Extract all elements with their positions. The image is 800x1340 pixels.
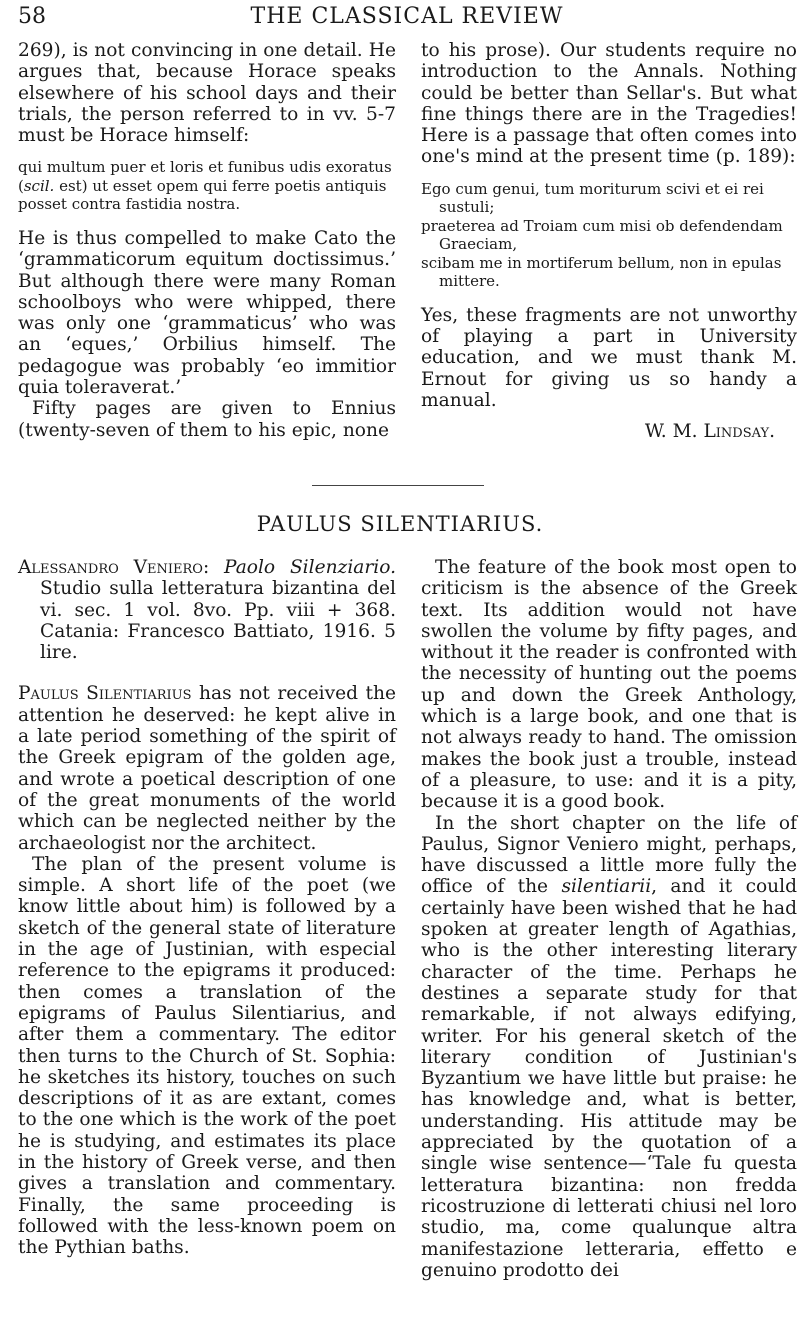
author-name: Alessandro Veniero: bbox=[18, 557, 210, 578]
signature: W. M. Lindsay. bbox=[644, 421, 775, 443]
top-left-column bbox=[18, 40, 396, 441]
top-right-column bbox=[421, 40, 797, 442]
paragraph bbox=[421, 813, 797, 1282]
paragraph bbox=[18, 683, 396, 853]
bottom-left-column bbox=[18, 557, 396, 1259]
quote-line: Ego cum genui, tum moriturum scivi et ei rei sustuli; bbox=[421, 179, 764, 217]
paragraph: The plan of the present volume is simple. A short life of the poet (we know little about him) is followed by a sketch of the general state of literature in the age of Justinian, with especial reference to the epigrams it produced: then comes a translation of the epigrams of Paulus Silentiarius, and after them a commentary. The editor then turns to the Church of St. Sophia: he sketches its history, touches on such descriptions of it as are extant, comes to the one which is the work of the poet he is studying, and estimates its place in the history of Greek verse, and then gives a translation and commentary. Finally, the same proceeding is followed with the less-known poem on the Pythian baths. bbox=[18, 853, 396, 1259]
work-title: Paolo Silenziario. bbox=[224, 557, 396, 578]
running-header bbox=[18, 4, 796, 34]
tragedy-quote bbox=[421, 180, 797, 291]
paragraph-text: In the short chapter on the life of Paulus, Signor Veniero might, perhaps, have discussed a little more fully the office of the bbox=[421, 812, 797, 898]
bottom-right-column bbox=[421, 557, 797, 1281]
bibliographic-entry bbox=[18, 557, 396, 663]
paragraph: 269), is not convincing in one detail. He argues that, because Horace speaks elsewhere of his school days and their trials, the person referred to in vv. 5-7 must be Horace himself: bbox=[18, 40, 396, 147]
quote-line: praeterea ad Troiam cum misi ob defendendam Graeciam, bbox=[421, 216, 783, 254]
quote-line: scibam me in mortiferum bellum, non in epulas mittere. bbox=[421, 253, 782, 291]
paragraph: Fifty pages are given to Ennius (twenty-seven of them to his epic, none bbox=[18, 398, 396, 441]
section-divider bbox=[312, 485, 484, 486]
quote-abbrev: scil. bbox=[23, 176, 55, 195]
latin-quote bbox=[18, 158, 396, 214]
paragraph: Yes, these fragments are not unworthy of playing a part in University education, and we must thank M. Ernout for giving us so handy a manual. bbox=[421, 304, 797, 411]
page-number: 58 bbox=[18, 4, 46, 29]
paragraph: to his prose). Our students require no introduction to the Annals. Nothing could be better than Sellar's. But what fine things there are in the Tragedies! Here is a passage that often comes into one's mind at the present time (p. 189): bbox=[421, 40, 797, 168]
quote-text: qui multum puer et loris et funibus udis exoratus ( bbox=[18, 158, 392, 195]
quote-text: est) ut esset opem qui ferre poetis antiquis posset contra fastidia nostra. bbox=[18, 176, 387, 214]
latin-term: silentiarii bbox=[561, 876, 652, 898]
paragraph-text: has not received the attention he deserved: he kept alive in a late period something of the spirit of the Greek epigram of the golden age, and wrote a poetical description of one of the great monuments of the world which can be neglected neither by the archaeologist nor the architect. bbox=[18, 683, 396, 854]
publication-details: Studio sulla letteratura bizantina del vi. sec. 1 vol. 8vo. Pp. viii + 368. Catania: Francesco Battiato, 1916. 5 lire. bbox=[40, 578, 396, 664]
paragraph: The feature of the book most open to criticism is the absence of the Greek text. Its addition would not have swollen the volume by fifty pages, and without it the reader is confronted with the necessity of hunting out the poems up and down the Greek Anthology, which is a large book, and one that is not always ready to hand. The omission makes the book just a trouble, instead of a pleasure, to use: and it is a pity, because it is a good book. bbox=[421, 557, 797, 813]
subject-name: Paulus Silentiarius bbox=[18, 683, 192, 705]
journal-title: THE CLASSICAL REVIEW bbox=[250, 4, 564, 29]
paragraph: He is thus compelled to make Cato the ‘grammaticorum equitum doctissimus.’ But although there were many Roman schoolboys who were whipped, there was only one ‘grammaticus’ who was an ‘eques,’ Orbilius himself. The pedagogue was probably ‘eo immitior quia toleraverat.’ bbox=[18, 227, 396, 399]
article-title: PAULUS SILENTIARIUS. bbox=[256, 512, 544, 536]
paragraph-text: , and it could certainly have been wished that he had spoken at greater length of Agathias, who is the other interesting literary character of the time. Perhaps he destines a separate study for that remarkable, if not always edifying, writer. For his general sketch of the literary condition of Justinian's Byzantium we have little but praise: he has knowledge and, what is better, understanding. His attitude may be appreciated by the quotation of a single wise sentence—‘Tale fu questa letteratura bizantina: non fredda ricostruzione di letterati chiusi nel loro studio, ma, come qualunque altra manifestazione letteraria, effetto e genuino prodotto dei bbox=[421, 876, 797, 1281]
